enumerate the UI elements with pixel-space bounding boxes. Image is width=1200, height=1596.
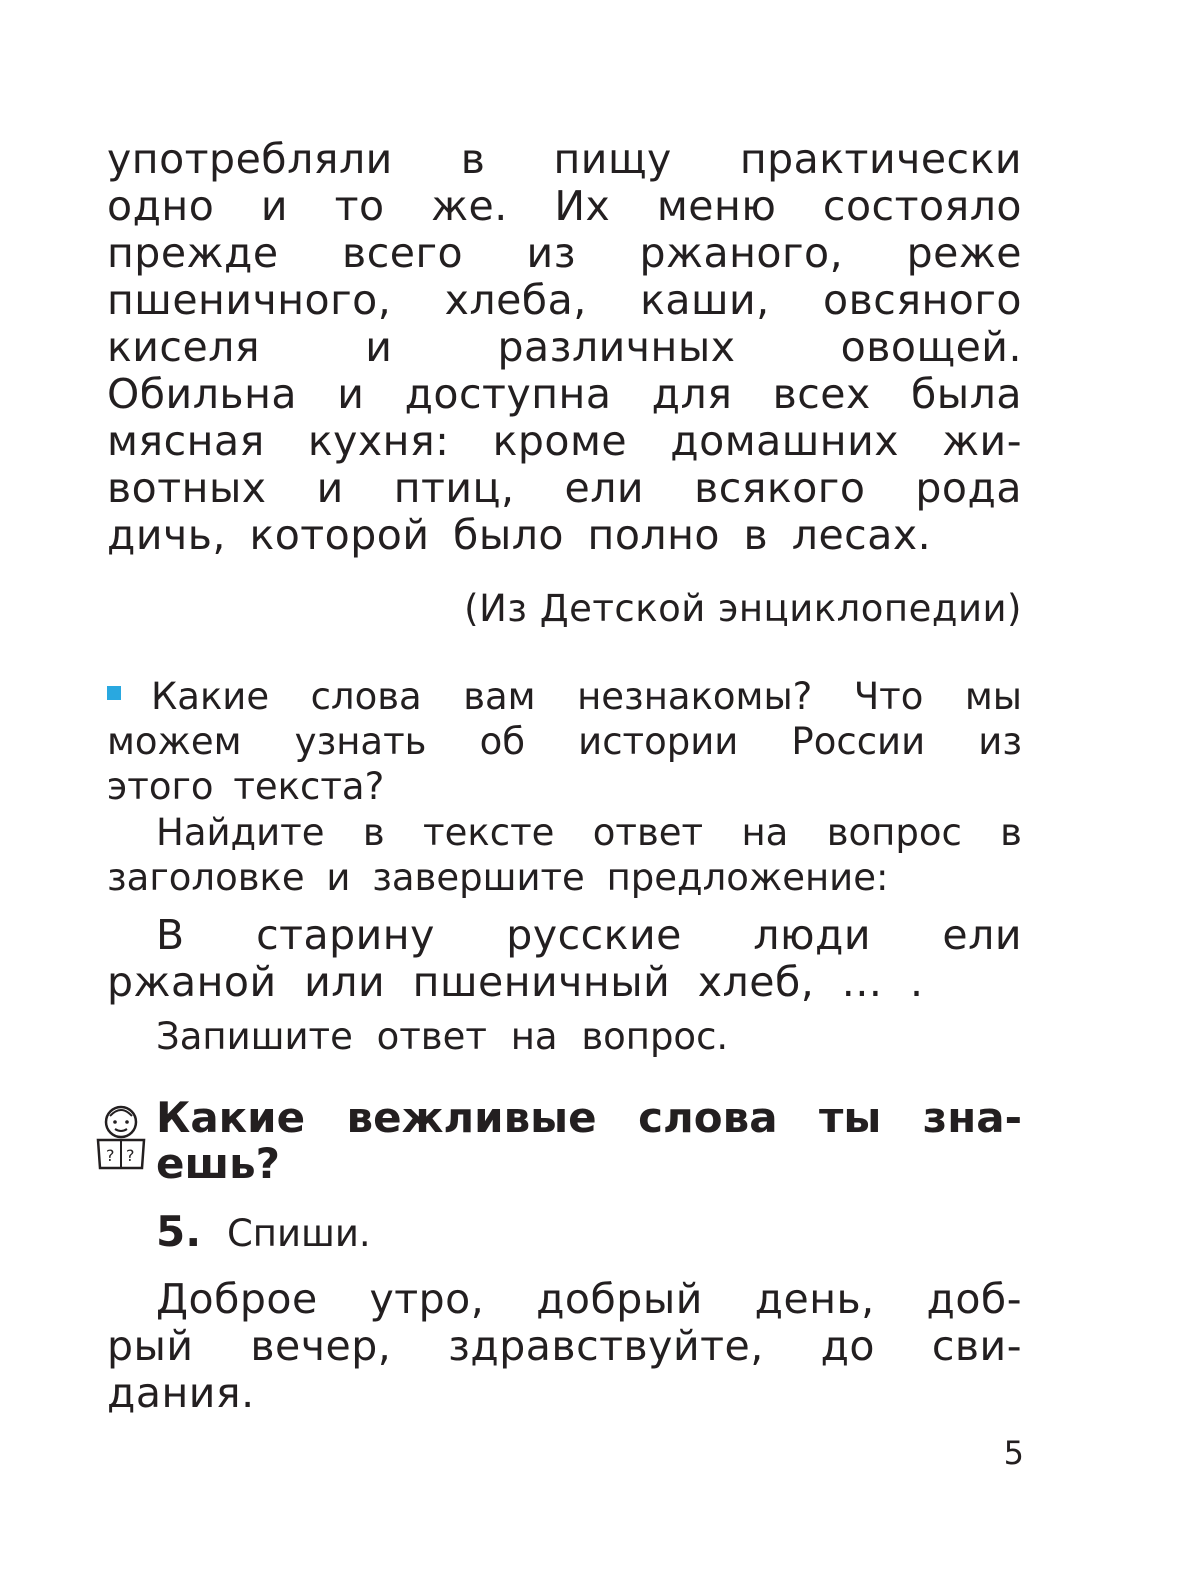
story-line: вотных и птиц, ели всякого рода	[107, 465, 1022, 512]
exercise-header	[156, 1208, 1022, 1258]
section-title	[156, 1095, 1022, 1187]
section-title-line: ешь?	[156, 1141, 281, 1187]
reading-child-icon	[92, 1100, 150, 1172]
story-line: киселя и различных овощей.	[107, 324, 1022, 371]
sentence-line: ржаной или пшеничный хлеб, ... .	[107, 959, 924, 1006]
svg-text:?: ?	[106, 1146, 115, 1165]
exercise-line: дания.	[107, 1370, 255, 1417]
story-line: одно и то же. Их меню состояло	[107, 183, 1022, 230]
page-number: 5	[1003, 1434, 1024, 1472]
exercise-instruction: Спиши.	[226, 1212, 371, 1255]
story-line: Обильна и доступна для всех была	[107, 371, 1022, 418]
task-instruction	[107, 810, 1022, 900]
instruction-line: заголовке и завершите предложение:	[107, 856, 889, 899]
question-line-first: Какие слова вам незнакомы? Что мы	[107, 674, 1022, 719]
completion-sentence	[107, 912, 1022, 1006]
exercise-number: 5.	[156, 1207, 202, 1256]
sentence-line: В старину русские люди ели	[156, 912, 1022, 959]
svg-text:?: ?	[126, 1146, 135, 1165]
instruction-line: Найдите в тексте ответ на вопрос в	[156, 811, 1022, 854]
bullet-square-icon	[107, 686, 121, 700]
question-line: можем узнать об истории России из	[107, 720, 1022, 763]
exercise-line: Доброе утро, добрый день, доб-	[156, 1276, 1022, 1323]
story-text	[107, 136, 1022, 559]
story-line: прежде всего из ржаного, реже	[107, 230, 1022, 277]
story-line: мясная кухня: кроме домашних жи-	[107, 418, 1022, 465]
section-title-line: Какие вежливые слова ты зна-	[156, 1095, 1022, 1141]
story-line: дичь, которой было полно в лесах.	[107, 512, 932, 559]
source-citation: (Из Детской энциклопедии)	[464, 587, 1022, 630]
write-answer-instruction: Запишите ответ на вопрос.	[156, 1015, 729, 1058]
story-line: пшеничного, хлеба, каши, овсяного	[107, 277, 1022, 324]
exercise-text	[107, 1276, 1022, 1417]
question-line: этого текста?	[107, 765, 385, 808]
story-line: употребляли в пищу практически	[107, 136, 1022, 183]
task-questions	[107, 674, 1022, 809]
exercise-line: рый вечер, здравствуйте, до сви-	[107, 1323, 1022, 1370]
